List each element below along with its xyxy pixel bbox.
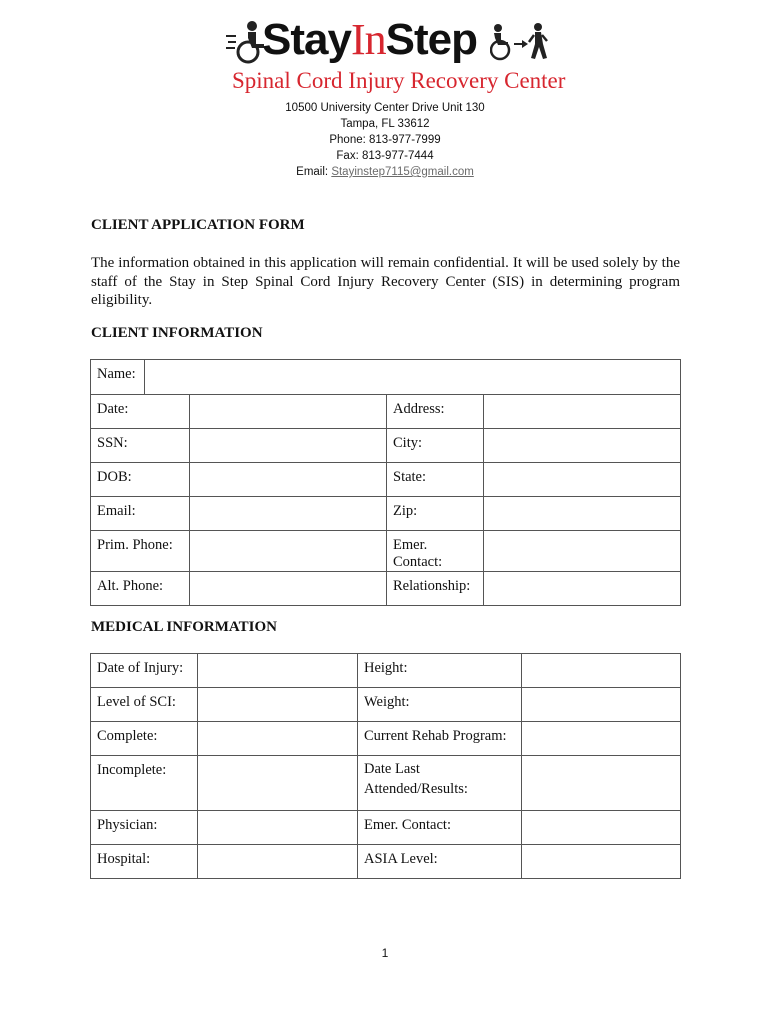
asia-level-field[interactable] — [522, 845, 681, 879]
height-label: Height: — [358, 654, 522, 688]
table-row — [91, 811, 681, 845]
current-rehab-program-field[interactable] — [522, 722, 681, 756]
height-field[interactable] — [522, 654, 681, 688]
medical-information-table — [90, 653, 681, 879]
form-title: CLIENT APPLICATION FORM — [91, 217, 305, 233]
page-number: 1 — [381, 946, 389, 960]
email-link[interactable]: Stayinstep7115@gmail.com — [331, 166, 474, 178]
date-label: Date: — [91, 395, 190, 429]
table-row — [91, 654, 681, 688]
weight-label: Weight: — [358, 688, 522, 722]
email-label: Email: — [296, 166, 332, 178]
table-row — [91, 531, 681, 572]
alt-phone-field[interactable] — [190, 572, 387, 606]
primary-phone-label: Prim. Phone: — [91, 531, 190, 572]
date-of-injury-field[interactable] — [198, 654, 358, 688]
logo-subtitle: Spinal Cord Injury Recovery Center — [232, 68, 566, 93]
emergency-contact-label: Emer. Contact: — [387, 531, 484, 572]
name-field[interactable] — [145, 360, 681, 395]
table-row — [91, 572, 681, 606]
medical-information-heading: MEDICAL INFORMATION — [91, 619, 277, 635]
address-city: Tampa, FL 33612 — [340, 118, 430, 130]
logo-word-stay: Stay — [262, 15, 351, 64]
address-block — [0, 100, 770, 180]
intro-paragraph: The information obtained in this application will remain confidential. It will be used solely by the staff of the Stay in Step Spinal Cord Injury Recovery Center (SIS) in determining program eligibility. — [91, 255, 680, 308]
table-row — [91, 845, 681, 879]
table-row — [91, 688, 681, 722]
table-row — [91, 429, 681, 463]
physician-label: Physician: — [91, 811, 198, 845]
name-label: Name: — [91, 360, 145, 395]
table-row — [91, 722, 681, 756]
wheelchair-to-walking-icon — [490, 22, 548, 62]
date-last-attended-field[interactable] — [522, 756, 681, 811]
ssn-label: SSN: — [91, 429, 190, 463]
date-of-injury-label: Date of Injury: — [91, 654, 198, 688]
state-label: State: — [387, 463, 484, 497]
level-of-sci-field[interactable] — [198, 688, 358, 722]
table-row — [91, 395, 681, 429]
logo-word-step: Step — [385, 15, 477, 64]
complete-field[interactable] — [198, 722, 358, 756]
asia-level-label: ASIA Level: — [358, 845, 522, 879]
table-row — [91, 463, 681, 497]
current-rehab-program-label: Current Rehab Program: — [358, 722, 522, 756]
city-field[interactable] — [484, 429, 681, 463]
address-fax: Fax: 813-977-7444 — [336, 150, 434, 162]
table-row — [91, 756, 681, 811]
hospital-label: Hospital: — [91, 845, 198, 879]
logo — [226, 14, 566, 96]
physician-field[interactable] — [198, 811, 358, 845]
email-label-cell: Email: — [91, 497, 190, 531]
complete-label: Complete: — [91, 722, 198, 756]
email-field[interactable] — [190, 497, 387, 531]
relationship-label: Relationship: — [387, 572, 484, 606]
address-street: 10500 University Center Drive Unit 130 — [285, 102, 485, 114]
primary-phone-field[interactable] — [190, 531, 387, 572]
relationship-field[interactable] — [484, 572, 681, 606]
wheelchair-speed-icon — [226, 20, 266, 64]
medical-emergency-contact-label: Emer. Contact: — [358, 811, 522, 845]
hospital-field[interactable] — [198, 845, 358, 879]
level-of-sci-label: Level of SCI: — [91, 688, 198, 722]
weight-field[interactable] — [522, 688, 681, 722]
alt-phone-label: Alt. Phone: — [91, 572, 190, 606]
city-label: City: — [387, 429, 484, 463]
logo-wordmark — [262, 14, 477, 66]
client-information-table — [90, 359, 681, 606]
incomplete-field[interactable] — [198, 756, 358, 811]
incomplete-label: Incomplete: — [91, 756, 198, 811]
zip-label: Zip: — [387, 497, 484, 531]
date-last-attended-label: Date Last Attended/Results: — [358, 756, 522, 811]
client-information-heading: CLIENT INFORMATION — [91, 325, 263, 341]
state-field[interactable] — [484, 463, 681, 497]
dob-field[interactable] — [190, 463, 387, 497]
address-label: Address: — [387, 395, 484, 429]
ssn-field[interactable] — [190, 429, 387, 463]
zip-field[interactable] — [484, 497, 681, 531]
table-row — [91, 497, 681, 531]
address-phone: Phone: 813-977-7999 — [329, 134, 441, 146]
dob-label: DOB: — [91, 463, 190, 497]
medical-emergency-contact-field[interactable] — [522, 811, 681, 845]
address-email-line — [0, 164, 770, 180]
address-field[interactable] — [484, 395, 681, 429]
emergency-contact-field[interactable] — [484, 531, 681, 572]
logo-word-in: In — [350, 15, 386, 64]
date-field[interactable] — [190, 395, 387, 429]
table-row — [91, 360, 681, 395]
